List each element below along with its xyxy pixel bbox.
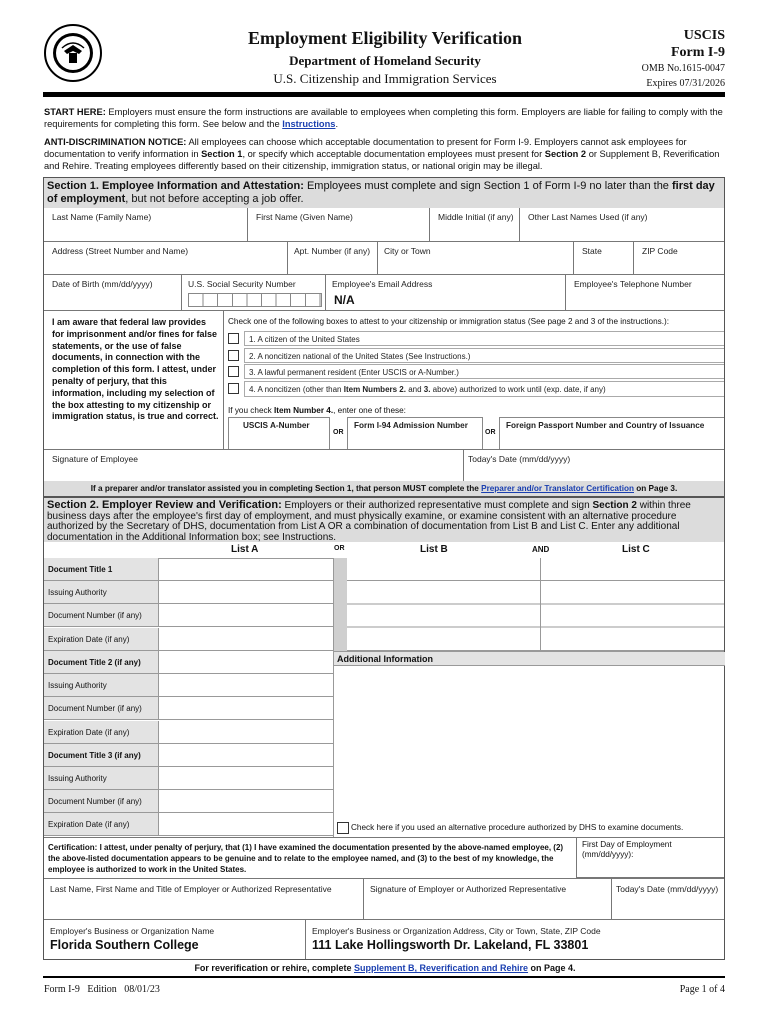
list-b-fields[interactable] xyxy=(347,558,541,651)
permanent-resident-checkbox[interactable] xyxy=(228,366,239,377)
section2-header xyxy=(44,498,724,542)
list-a-field[interactable] xyxy=(158,674,333,697)
ssn-digit-boxes[interactable] xyxy=(188,293,322,307)
document-row-label: Document Title 1 xyxy=(44,558,158,581)
preparer-notice xyxy=(44,481,724,496)
citizenship-instructions: Check one of the following boxes to attest to your citizenship or immigration status (See page 2 and 3 of the instructions.): xyxy=(228,317,669,326)
document-row-label: Document Number (if any) xyxy=(44,697,158,720)
dhs-seal xyxy=(44,24,102,82)
email-value: N/A xyxy=(334,293,355,307)
anti-section1: Section 1 xyxy=(201,149,243,159)
preparer-text-b: on Page 3. xyxy=(634,484,678,493)
document-row-label: Document Number (if any) xyxy=(44,604,158,627)
noncitizen-authorized-checkbox[interactable] xyxy=(228,383,239,394)
list-a-field[interactable] xyxy=(158,581,333,604)
form-title: Employment Eligibility Verification xyxy=(247,28,522,48)
middle-initial-field[interactable] xyxy=(430,208,520,242)
list-a-field[interactable] xyxy=(158,697,333,720)
noncitizen-authorized-label xyxy=(249,385,606,394)
list-a-field[interactable] xyxy=(158,628,333,651)
passport-field[interactable] xyxy=(499,417,724,449)
section1-bold: first day of employment xyxy=(47,180,715,205)
page-number: Page 1 of 4 xyxy=(679,984,725,995)
instructions-link[interactable]: Instructions xyxy=(282,119,336,129)
org-address-value: 111 Lake Hollingsworth Dr. Lakeland, FL 33801 xyxy=(312,938,589,952)
state-field[interactable] xyxy=(574,242,634,275)
list-headers-row xyxy=(44,543,724,559)
anti-text-3: or Supplement B, Reverification and Rehire. Treating employees differently based on their citizenship, immigration status, or national origin may be illegal. xyxy=(44,149,720,171)
first-day-label: First Day of Employment (mm/dd/yyyy): xyxy=(582,840,672,859)
section2-title: Section 2. Employer Review and Verification: xyxy=(47,499,282,511)
section1-text: Employees must complete and sign Section 1 of Form I-9 no later than the xyxy=(303,180,672,192)
city-field[interactable] xyxy=(378,242,574,275)
other-names-label: Other Last Names Used (if any) xyxy=(528,212,648,222)
org-name-label: Employer's Business or Organization Name xyxy=(50,926,215,936)
other-names-field[interactable] xyxy=(520,208,724,242)
email-field[interactable] xyxy=(326,275,566,311)
list-or-label: OR xyxy=(334,545,345,552)
dob-label: Date of Birth (mm/dd/yyyy) xyxy=(52,279,153,289)
expiration: Expires 07/31/2026 xyxy=(646,78,725,89)
section1-text-end: , but not before accepting a job offer. xyxy=(125,192,304,205)
address-field[interactable] xyxy=(44,242,288,275)
employee-signature-label: Signature of Employee xyxy=(52,454,138,464)
document-row-label: Issuing Authority xyxy=(44,767,158,790)
or-label-1: OR xyxy=(333,429,344,436)
list-a-field[interactable] xyxy=(158,767,333,790)
apt-field[interactable] xyxy=(288,242,378,275)
attestation-divider xyxy=(223,311,224,449)
a-number-field[interactable] xyxy=(228,417,330,449)
document-row-label: Document Title 3 (if any) xyxy=(44,744,158,767)
list-a-field[interactable] xyxy=(158,558,333,581)
a-number-label: USCIS A-Number xyxy=(243,421,310,430)
phone-field[interactable] xyxy=(566,275,724,311)
permanent-resident-label: 3. A lawful permanent resident (Enter USCIS or A-Number.) xyxy=(249,368,459,377)
zip-label: ZIP Code xyxy=(642,246,678,256)
employee-date-label: Today's Date (mm/dd/yyyy) xyxy=(468,454,571,464)
employer-name-label: Last Name, First Name and Title of Employer or Authorized Representative xyxy=(50,884,332,894)
reverification-notice xyxy=(44,963,726,973)
reverif-text-b: on Page 4. xyxy=(528,963,576,973)
middle-initial-label: Middle Initial (if any) xyxy=(438,212,514,222)
edition-label: Form I-9 Edition 08/01/23 xyxy=(44,984,160,995)
citizen-option-label: 1. A citizen of the United States xyxy=(249,335,360,344)
document-row-label: Document Number (if any) xyxy=(44,790,158,813)
footer-rule xyxy=(43,976,725,978)
employer-name-field[interactable] xyxy=(44,879,364,919)
first-name-field[interactable] xyxy=(248,208,430,242)
section1-header xyxy=(44,178,724,208)
uscis-label: USCIS xyxy=(683,28,725,43)
or-label-2: OR xyxy=(485,429,496,436)
anti-prefix: ANTI-DISCRIMINATION NOTICE: xyxy=(44,137,187,147)
opt4-e: above) authorized to work until (exp. date, if any) xyxy=(430,385,606,394)
city-label: City or Town xyxy=(384,246,431,256)
anti-discrimination-notice xyxy=(44,136,726,172)
document-row-label: Issuing Authority xyxy=(44,674,158,697)
alt-procedure-checkbox[interactable] xyxy=(337,822,349,834)
phone-label: Employee's Telephone Number xyxy=(574,279,692,289)
last-name-label: Last Name (Family Name) xyxy=(52,212,152,222)
agency-name: U.S. Citizenship and Immigration Services xyxy=(273,71,497,86)
address-label: Address (Street Number and Name) xyxy=(52,246,189,256)
opt4-c: and xyxy=(405,385,424,394)
opt4-d: 3. xyxy=(423,385,431,394)
document-row-label: Expiration Date (if any) xyxy=(44,813,158,836)
org-name-value: Florida Southern College xyxy=(50,938,199,952)
employee-signature-field[interactable] xyxy=(44,450,464,481)
section2-text-end: within three business days after the employee's first day of employment, and must physically examine, or examine consistent with an alternative procedure authorized by the Secretary of DHS, documentation from List A OR a combination of documentation from List B and List C. Enter any additional documentation in the Additional Information box; see Instructions. xyxy=(47,500,691,543)
document-row-label: Document Title 2 (if any) xyxy=(44,651,158,674)
noncitizen-national-checkbox[interactable] xyxy=(228,350,239,361)
cert-body: I attest, under penalty of perjury, that (1) I have examined the documentation presented by the above-named employee, (2) the above-listed documentation appears to be genuine and to relate to the employee named, and (3) to the best of my knowledge, the employee is authorized to work in the United States. xyxy=(48,843,564,874)
section2-bold: Section 2 xyxy=(592,500,637,511)
zip-field[interactable] xyxy=(634,242,724,275)
list-a-field[interactable] xyxy=(158,604,333,627)
cert-prefix: Certification: xyxy=(48,843,98,852)
citizen-option xyxy=(244,331,724,346)
opt4-b: Item Numbers 2. xyxy=(343,385,406,394)
anti-text-1: All employees can choose which acceptable documentation to present for Form I-9. Employers cannot ask employees for documentation to verify information in xyxy=(44,137,687,159)
list-a-field[interactable] xyxy=(158,790,333,813)
org-address-label: Employer's Business or Organization Address, City or Town, State, ZIP Code xyxy=(312,926,601,936)
citizen-checkbox[interactable] xyxy=(228,333,239,344)
omb-number: OMB No.1615-0047 xyxy=(641,63,725,74)
list-b-header: List B xyxy=(420,544,448,555)
alt-procedure-label: Check here if you used an alternative procedure authorized by DHS to examine documents. xyxy=(351,823,684,832)
preparer-link[interactable]: Preparer and/or Translator Certification xyxy=(481,484,634,493)
permanent-resident-option xyxy=(244,364,724,379)
if-check-c: , enter one of these: xyxy=(333,406,406,415)
state-label: State xyxy=(582,246,602,256)
preparer-text-a: If a preparer and/or translator assisted you in completing Section 1, that person MUST complete the xyxy=(90,484,482,493)
list-a-field[interactable] xyxy=(158,744,333,767)
list-c-header: List C xyxy=(622,544,650,555)
i94-field[interactable] xyxy=(347,417,483,449)
list-a-field[interactable] xyxy=(158,813,333,836)
additional-info-box[interactable] xyxy=(333,651,724,837)
noncitizen-national-option xyxy=(244,348,724,363)
if-check-a: If you check xyxy=(228,406,274,415)
list-a-field[interactable] xyxy=(158,721,333,744)
employer-date-field[interactable] xyxy=(612,879,724,919)
start-here-notice xyxy=(44,106,726,130)
ssn-label: U.S. Social Security Number xyxy=(188,279,296,289)
supplement-b-link[interactable]: Supplement B, Reverification and Rehire xyxy=(354,963,529,973)
first-name-label: First Name (Given Name) xyxy=(256,212,353,222)
employer-date-label: Today's Date (mm/dd/yyyy) xyxy=(616,884,719,894)
list-c-fields[interactable] xyxy=(541,558,724,651)
start-here-end: . xyxy=(335,119,339,129)
document-row-label: Expiration Date (if any) xyxy=(44,628,158,651)
section1-title: Section 1. Employee Information and Attestation: xyxy=(47,180,304,192)
first-day-field[interactable] xyxy=(576,838,724,878)
email-label: Employee's Email Address xyxy=(332,279,433,289)
additional-info-label: Additional Information xyxy=(337,654,433,664)
certification-text xyxy=(48,842,572,875)
document-row-label: Issuing Authority xyxy=(44,581,158,604)
reverif-text-a: For reverification or rehire, complete xyxy=(194,963,354,973)
start-here-text: Employers must ensure the form instructions are available to employees when completing this form. Employers are liable for failing to comply with the requirements for completing this form. See below and the xyxy=(44,107,723,129)
employee-date-field[interactable] xyxy=(464,450,724,481)
anti-section2: Section 2 xyxy=(544,149,587,159)
start-here-prefix: START HERE: xyxy=(44,107,106,117)
noncitizen-authorized-option xyxy=(244,381,724,397)
if-check-item4 xyxy=(228,406,406,415)
list-a-field[interactable] xyxy=(158,651,333,674)
header-rule xyxy=(43,92,725,97)
anti-text-2: , or specify which acceptable documentation employees must present for xyxy=(242,149,545,159)
employer-signature-label: Signature of Employer or Authorized Representative xyxy=(370,884,567,894)
employer-signature-field[interactable] xyxy=(364,879,612,919)
list-and-label: AND xyxy=(532,545,550,554)
department-name: Department of Homeland Security xyxy=(289,53,481,68)
form-number: Form I-9 xyxy=(670,45,725,60)
ssn-field[interactable] xyxy=(182,275,326,311)
document-row-label: Expiration Date (if any) xyxy=(44,721,158,744)
org-name-field[interactable] xyxy=(44,920,306,959)
passport-label: Foreign Passport Number and Country of Issuance xyxy=(506,421,705,430)
list-a-header: List A xyxy=(231,544,259,555)
org-address-field[interactable] xyxy=(306,920,724,959)
dob-field[interactable] xyxy=(44,275,182,311)
section2-text: Employers or their authorized representative must complete and sign xyxy=(281,500,593,511)
opt4-a: 4. A noncitizen (other than xyxy=(249,385,344,394)
attestation-statement: I am aware that federal law provides for imprisonment and/or fines for false statements, or the use of false documents, in connection with the completion of this form. I attest, under penalty of perjury, that this information, including my selection of the box attesting to my citizenship or immigration status, is true and correct. xyxy=(52,317,219,422)
last-name-field[interactable] xyxy=(44,208,248,242)
apt-label: Apt. Number (if any) xyxy=(294,246,371,256)
if-check-b: Item Number 4. xyxy=(273,406,334,415)
i94-label: Form I-94 Admission Number xyxy=(354,421,468,430)
noncitizen-national-label: 2. A noncitizen national of the United States (See Instructions.) xyxy=(249,352,471,361)
